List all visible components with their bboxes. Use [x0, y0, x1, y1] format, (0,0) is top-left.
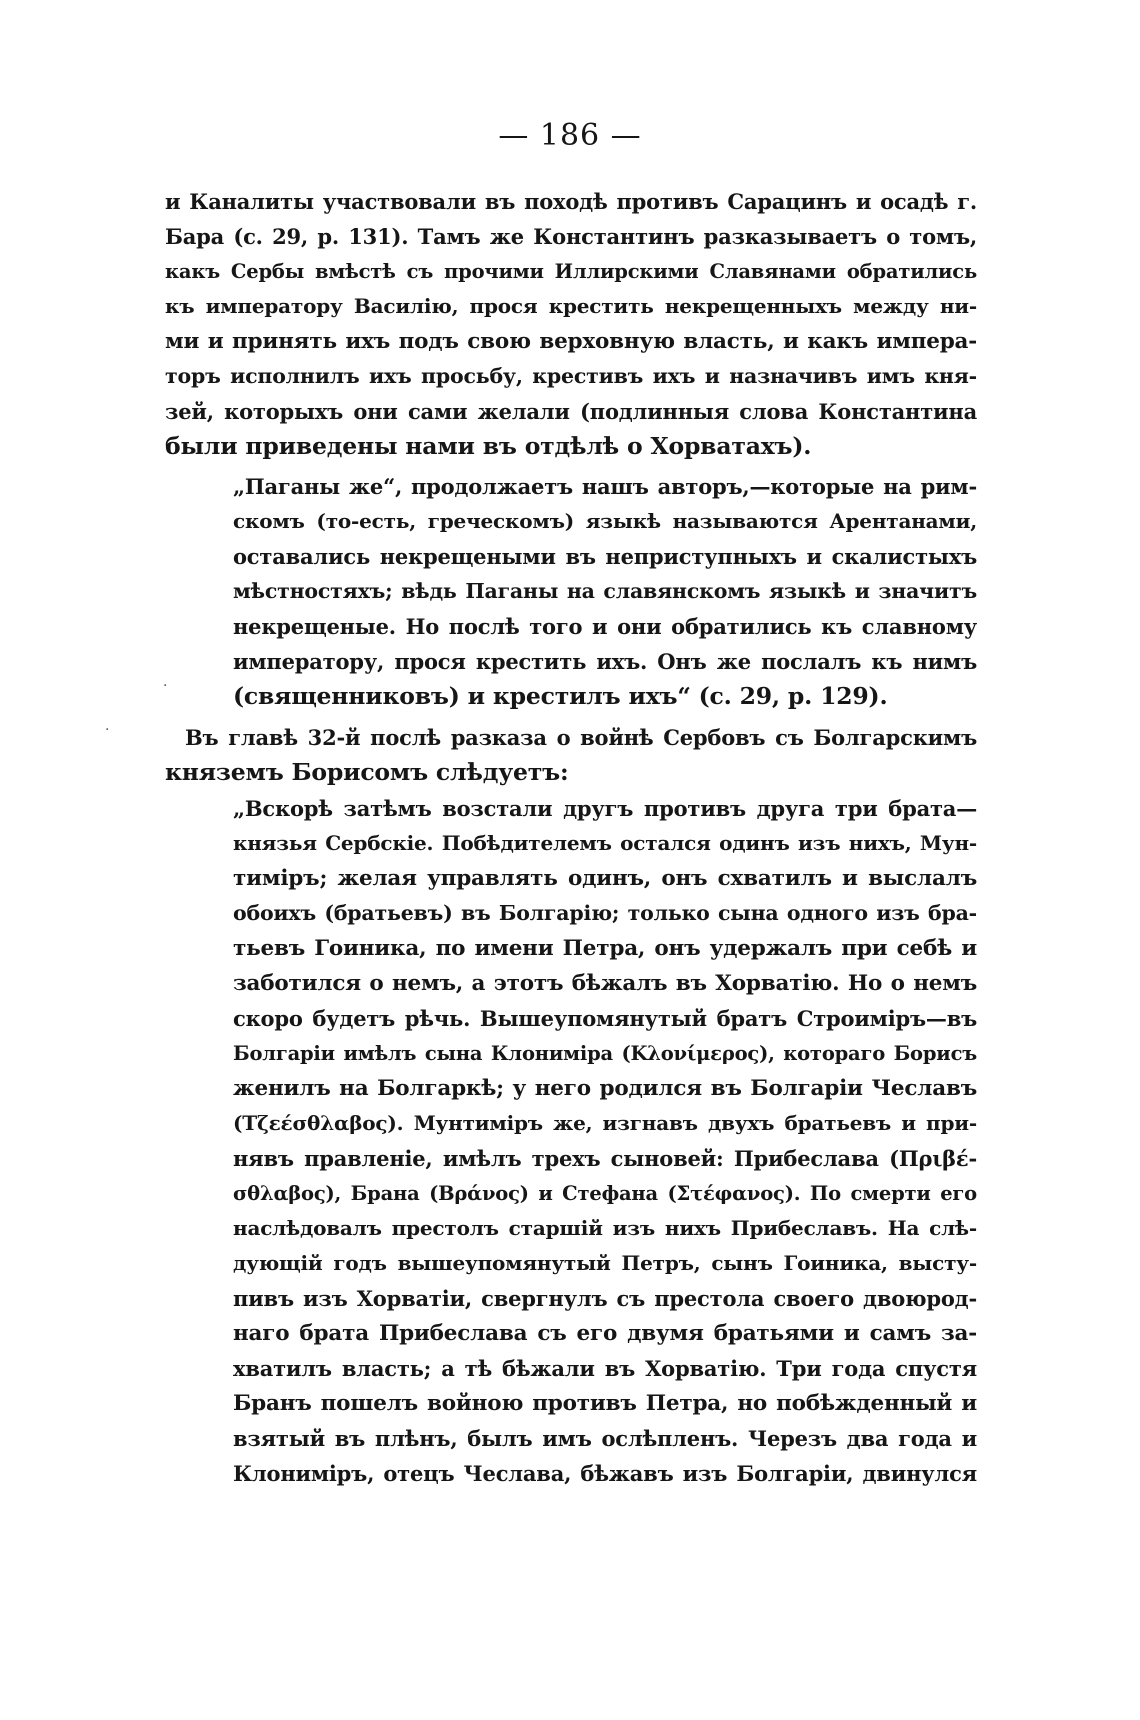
text-line: взятый въ плѣнъ, былъ имъ ослѣпленъ. Черезъ два года и — [233, 1426, 977, 1451]
text-line: σθλαβος), Брана (Βράνος) и Стефана (Στέφανος). По смерти его — [233, 1182, 977, 1205]
text-line: къ императору Василію, прося крестить некрещенныхъ между ни- — [165, 294, 977, 318]
text-line: дующій годъ вышеупомянутый Петръ, сынъ Гоиника, высту- — [233, 1251, 977, 1275]
text-line: и Каналиты участвовали въ походѣ противъ Сарацинъ и осадѣ г. — [165, 189, 977, 214]
text-line: пивъ изъ Хорватіи, свергнулъ съ престола своего двоюрод- — [233, 1286, 977, 1311]
text-line: Болгаріи имѣлъ сына Клониміра (Κλονίμερος), котораго Борисъ — [233, 1042, 977, 1065]
page-number: — 186 — — [498, 118, 642, 153]
text-line: были приведены нами въ отдѣлѣ о Хорватахъ). — [165, 432, 812, 460]
text-line: обоихъ (братьевъ) въ Болгарію; только сына одного изъ бра- — [233, 901, 977, 925]
text-line: князья Сербскіе. Побѣдителемъ остался одинъ изъ нихъ, Мун- — [233, 831, 977, 855]
text-line: наслѣдовалъ престолъ старшій изъ нихъ Прибеславъ. На слѣ- — [233, 1216, 977, 1240]
text-line: оставались некрещеными въ неприступныхъ и скалистыхъ — [233, 544, 977, 569]
text-line: „Вскорѣ затѣмъ возстали другъ противъ друга три брата— — [233, 796, 977, 821]
text-line: Клониміръ, отецъ Чеслава, бѣжавъ изъ Болгаріи, двинулся — [233, 1461, 977, 1486]
text-line: (Τζεέσθλαβος). Мунтиміръ же, изгнавъ двухъ братьевъ и при- — [233, 1111, 977, 1135]
text-line: княземъ Борисомъ слѣдуетъ: — [165, 758, 569, 786]
text-line: наго брата Прибеслава съ его двумя братьями и самъ за- — [233, 1321, 977, 1346]
text-line: какъ Сербы вмѣстѣ съ прочими Иллирскими Славянами обратились — [165, 260, 977, 283]
text-line: зей, которыхъ они сами желали (подлинныя слова Константина — [165, 399, 977, 424]
text-line: Бранъ пошелъ войною противъ Петра, но побѣжденный и — [233, 1391, 977, 1416]
paragraph-2-first-line — [185, 720, 977, 755]
margin-speck: · — [163, 678, 168, 694]
quote-2 — [233, 791, 977, 1491]
text-line: императору, прося крестить ихъ. Онъ же послалъ къ нимъ — [233, 649, 977, 674]
paragraph-1 — [165, 184, 977, 464]
text-line: некрещеные. Но послѣ того и они обратились къ славному — [233, 614, 977, 639]
text-line: заботился о немъ, а этотъ бѣжалъ въ Хорватію. Но о немъ — [233, 971, 977, 996]
text-line: торъ исполнилъ ихъ просьбу, крестивъ ихъ и назначивъ имъ кня- — [165, 364, 977, 388]
text-line: (священниковъ) и крестилъ ихъ“ (с. 29, р. 129). — [233, 682, 888, 710]
quote-1 — [233, 469, 977, 714]
margin-speck: · — [105, 722, 110, 738]
text-line: Въ главѣ 32-й послѣ разказа о войнѣ Сербовъ съ Болгарскимъ — [185, 725, 977, 750]
text-line: женилъ на Болгаркѣ; у него родился въ Болгаріи Чеславъ — [233, 1076, 977, 1101]
text-line: нявъ правленіе, имѣлъ трехъ сыновей: Прибеслава (Πριβέ- — [233, 1146, 977, 1171]
text-line: мѣстностяхъ; вѣдь Паганы на славянскомъ языкѣ и значитъ — [233, 579, 977, 603]
text-line: тиміръ; желая управлять одинъ, онъ схватилъ и выслалъ — [233, 866, 977, 891]
text-line: „Паганы же“, продолжаетъ нашъ авторъ,—которые на рим- — [233, 474, 977, 499]
text-line: скоро будетъ рѣчь. Вышеупомянутый братъ Строиміръ—въ — [233, 1006, 977, 1031]
text-line: скомъ (то-есть, греческомъ) языкѣ называются Арентанами, — [233, 509, 977, 533]
text-line: Бара (с. 29, р. 131). Тамъ же Константинъ разказываетъ о томъ, — [165, 224, 977, 249]
text-line: тьевъ Гоиника, по имени Петра, онъ удержалъ при себѣ и — [233, 936, 977, 961]
paragraph-2-rest — [165, 755, 977, 790]
text-line: ми и принять ихъ подъ свою верховную власть, и какъ импера- — [165, 329, 977, 354]
text-line: хватилъ власть; а тѣ бѣжали въ Хорватію. Три года спустя — [233, 1356, 977, 1381]
